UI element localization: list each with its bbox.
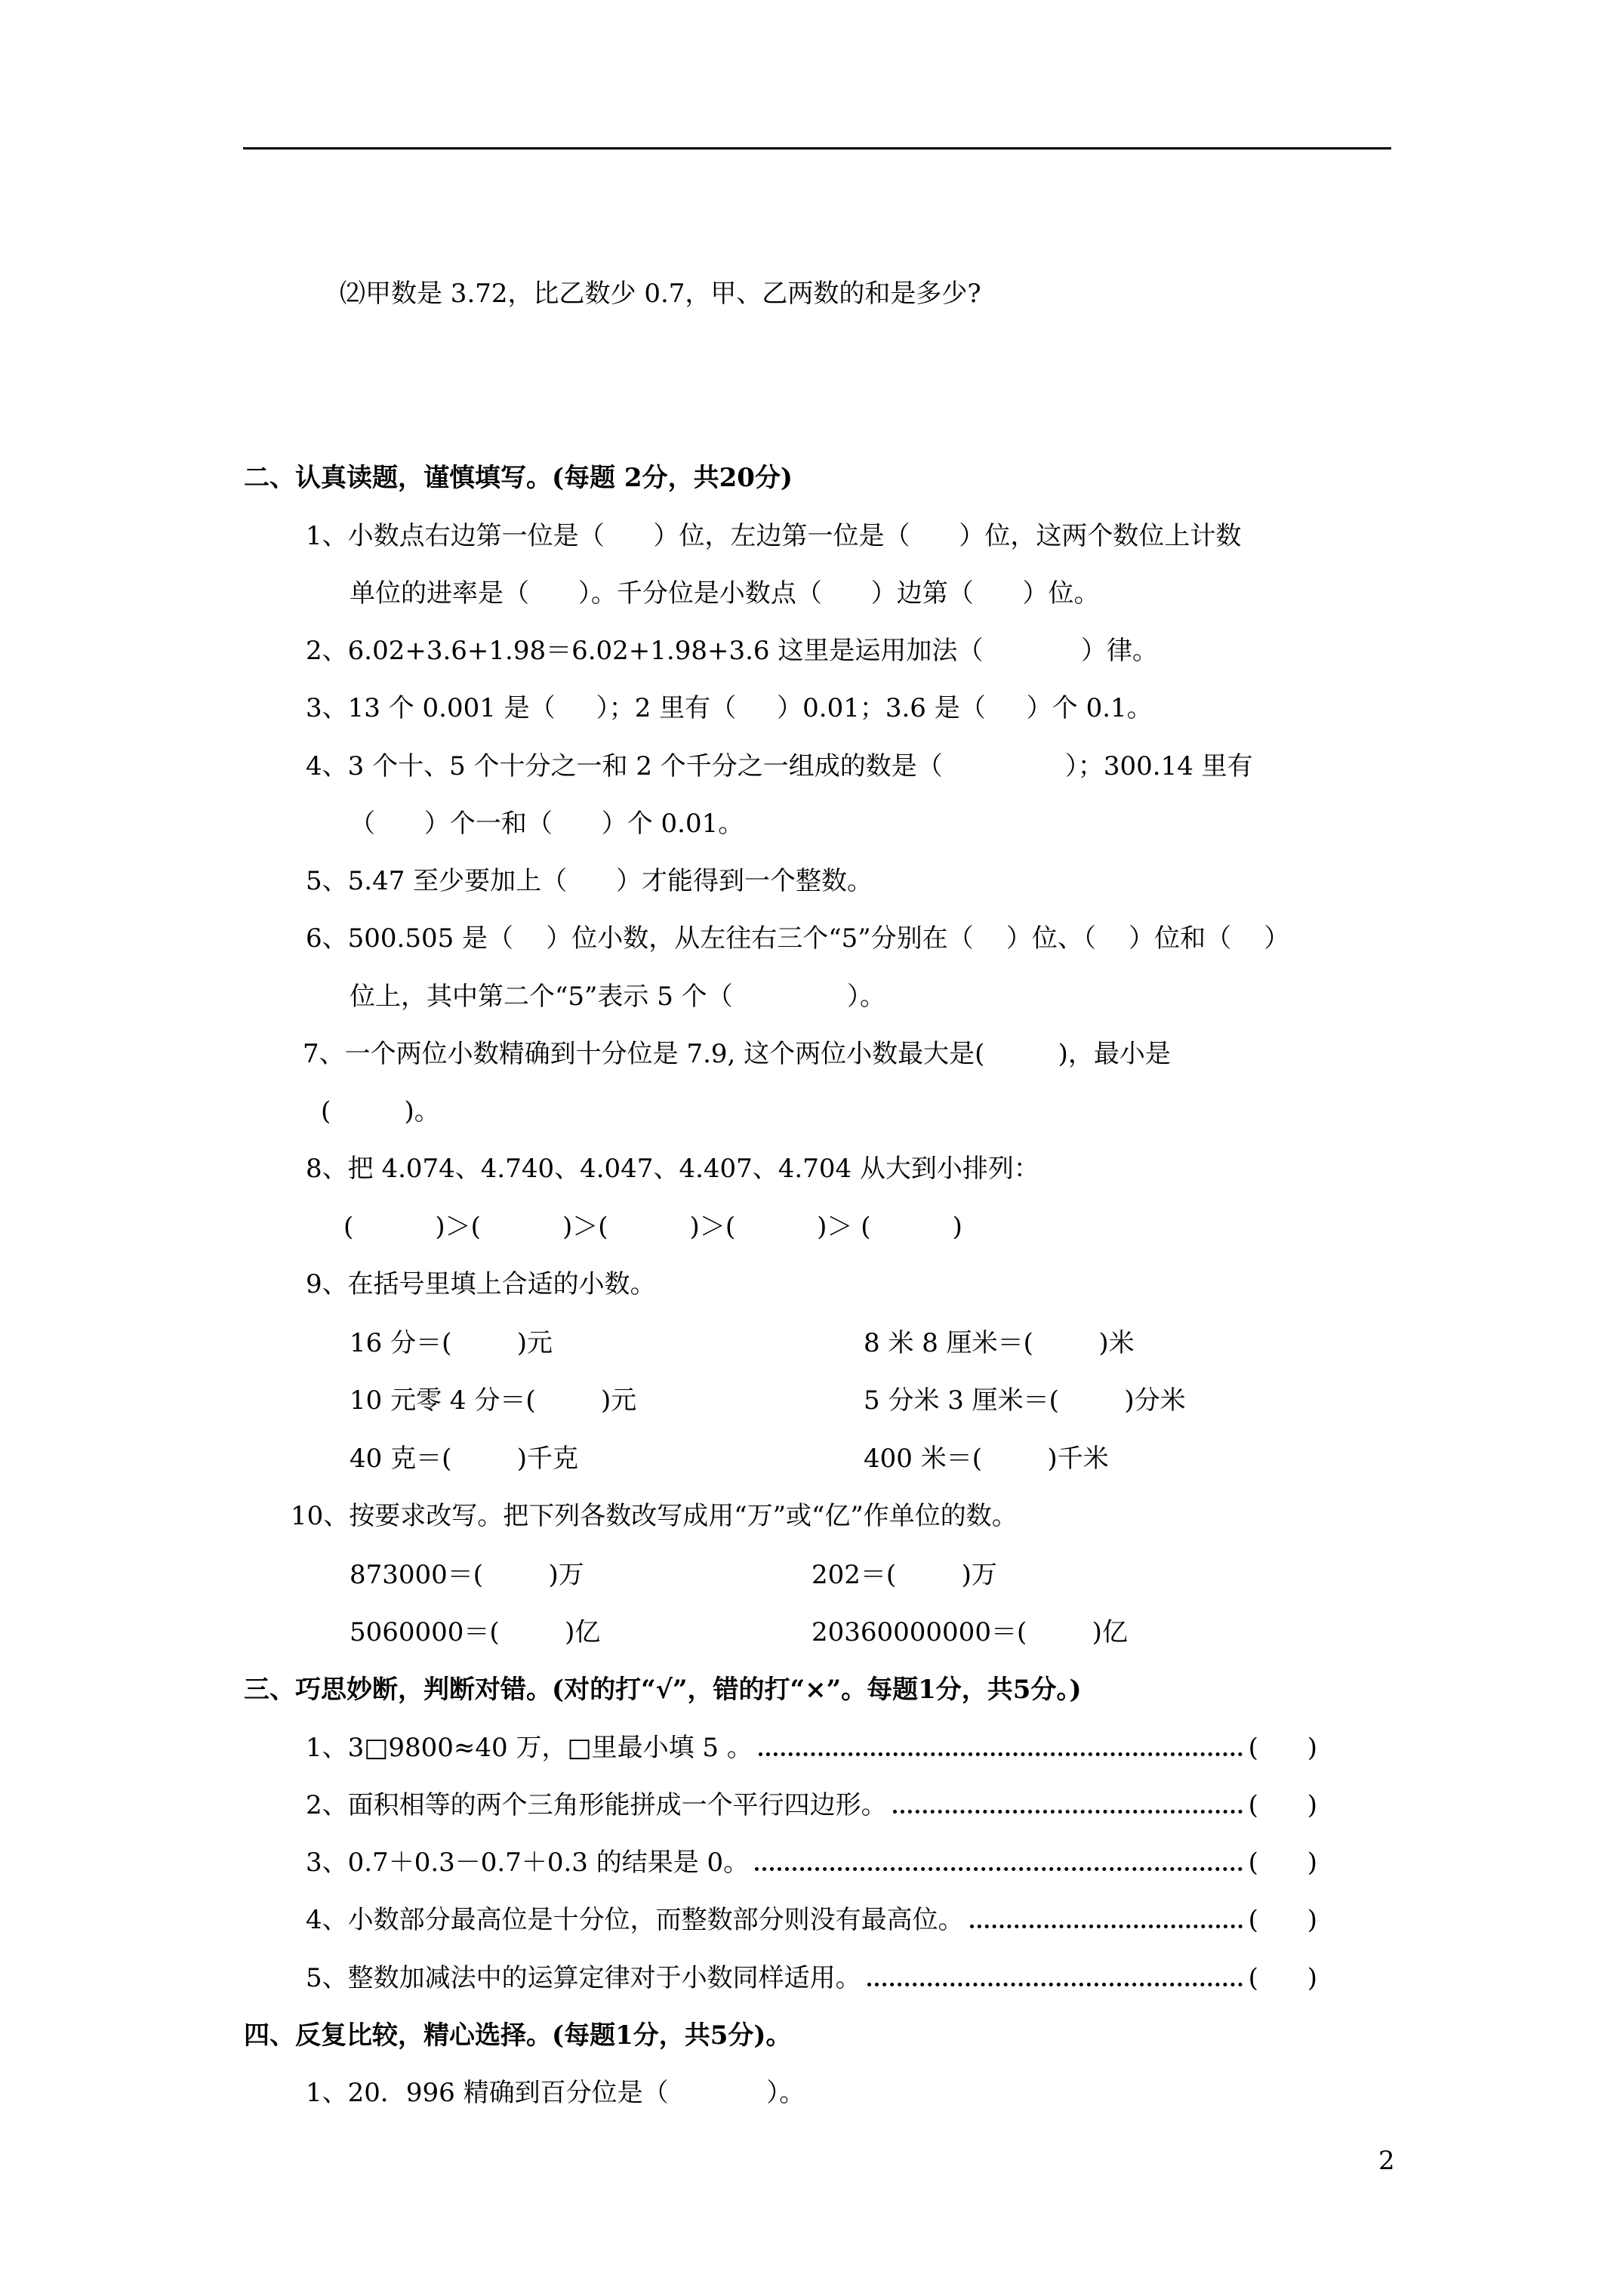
judge-text: 2、面积相等的两个三角形能拼成一个平行四边形。: [306, 1790, 887, 1820]
judge-text: 4、小数部分最高位是十分位，而整数部分则没有最高位。: [306, 1905, 964, 1935]
s2-q6-line1: 6、500.505 是（ ）位小数，从左往右三个“5”分别在（ ）位、（ ）位和（ ）: [306, 923, 1290, 954]
s2-q10-b: 202＝( )万: [812, 1560, 997, 1590]
s2-q5: 5、5.47 至少要加上（ ）才能得到一个整数。: [306, 866, 873, 896]
header-rule: [243, 147, 1391, 149]
s2-q7-line2: ( )。: [321, 1096, 440, 1126]
s2-q4-line1: 4、3 个十、5 个十分之一和 2 个千分之一组成的数是（ ）；300.14 里有: [306, 751, 1253, 781]
section-3-heading: 三、巧思妙断，判断对错。(对的打“√”，错的打“×”。每题1分，共5分。): [244, 1675, 1082, 1705]
s2-q10-d: 20360000000＝( )亿: [812, 1617, 1128, 1647]
judge-text: 1、3□9800≈40 万，□里最小填 5 。: [306, 1733, 753, 1763]
section-2-heading: 二、认真读题，谨慎填写。(每题 2分，共20分): [244, 463, 793, 493]
s2-q9-a: 16 分＝( )元: [350, 1328, 553, 1358]
answer-blank: ( ): [1248, 1733, 1317, 1763]
judge-item: [306, 1848, 1317, 1878]
answer-blank: ( ): [1248, 1905, 1317, 1935]
answer-blank: ( ): [1248, 1848, 1317, 1878]
page-number: 2: [1378, 2146, 1395, 2176]
judge-text: 3、0.7＋0.3－0.7＋0.3 的结果是 0。: [306, 1848, 750, 1878]
answer-blank: ( ): [1248, 1963, 1317, 1993]
judge-item: [306, 1963, 1317, 1993]
s2-q9-d: 5 分米 3 厘米＝( )分米: [864, 1385, 1186, 1416]
dot-leader: [755, 1855, 1242, 1871]
s2-q9-f: 400 米＝( )千米: [864, 1444, 1109, 1474]
s2-q1-line1: 1、小数点右边第一位是（ ）位，左边第一位是（ ）位，这两个数位上计数: [306, 521, 1242, 551]
s2-q8-line1: 8、把 4.074、4.740、4.047、4.407、4.704 从大到小排列：: [306, 1154, 1039, 1184]
dot-leader: [759, 1740, 1243, 1756]
s2-q9: 9、在括号里填上合适的小数。: [306, 1269, 656, 1299]
answer-blank: ( ): [1248, 1790, 1317, 1820]
dot-leader: [893, 1798, 1243, 1814]
dot-leader: [970, 1912, 1243, 1928]
s2-q4-line2: （ ）个一和（ ）个 0.01。: [350, 809, 744, 839]
question-2-2: ⑵甲数是 3.72，比乙数少 0.7，甲、乙两数的和是多少?: [340, 279, 981, 309]
s2-q10-c: 5060000＝( )亿: [350, 1617, 601, 1647]
s4-q1: 1、20．996 精确到百分位是（ ）。: [306, 2078, 805, 2108]
s2-q8-line2: ( )＞( )＞( )＞( )＞ ( ): [343, 1212, 962, 1242]
section-4-heading: 四、反复比较，精心选择。(每题1分，共5分)。: [244, 2020, 792, 2051]
s2-q3: 3、13 个 0.001 是（ ）；2 里有（ ）0.01；3.6 是（ ）个 0.1。: [306, 693, 1153, 723]
s2-q2: 2、6.02+3.6+1.98＝6.02+1.98+3.6 这里是运用加法（ ）律。: [306, 636, 1159, 666]
s2-q10: 10、按要求改写。把下列各数改写成用“万”或“亿”作单位的数。: [291, 1501, 1018, 1531]
s2-q9-c: 10 元零 4 分＝( )元: [350, 1385, 637, 1416]
judge-item: [306, 1733, 1317, 1763]
s2-q10-a: 873000＝( )万: [350, 1560, 584, 1590]
s2-q7-line1: 7、一个两位小数精确到十分位是 7.9, 这个两位小数最大是( )，最小是: [303, 1039, 1171, 1069]
judge-item: [306, 1790, 1317, 1820]
dot-leader: [867, 1971, 1243, 1986]
s2-q1-line2: 单位的进率是（ ）。千分位是小数点（ ）边第（ ）位。: [350, 578, 1100, 609]
s2-q9-b: 8 米 8 厘米＝( )米: [864, 1328, 1135, 1358]
judge-text: 5、整数加减法中的运算定律对于小数同样适用。: [306, 1963, 861, 1993]
s2-q9-e: 40 克＝( )千克: [350, 1444, 579, 1474]
s2-q6-line2: 位上，其中第二个“5”表示 5 个（ ）。: [350, 982, 885, 1012]
judge-item: [306, 1905, 1317, 1935]
